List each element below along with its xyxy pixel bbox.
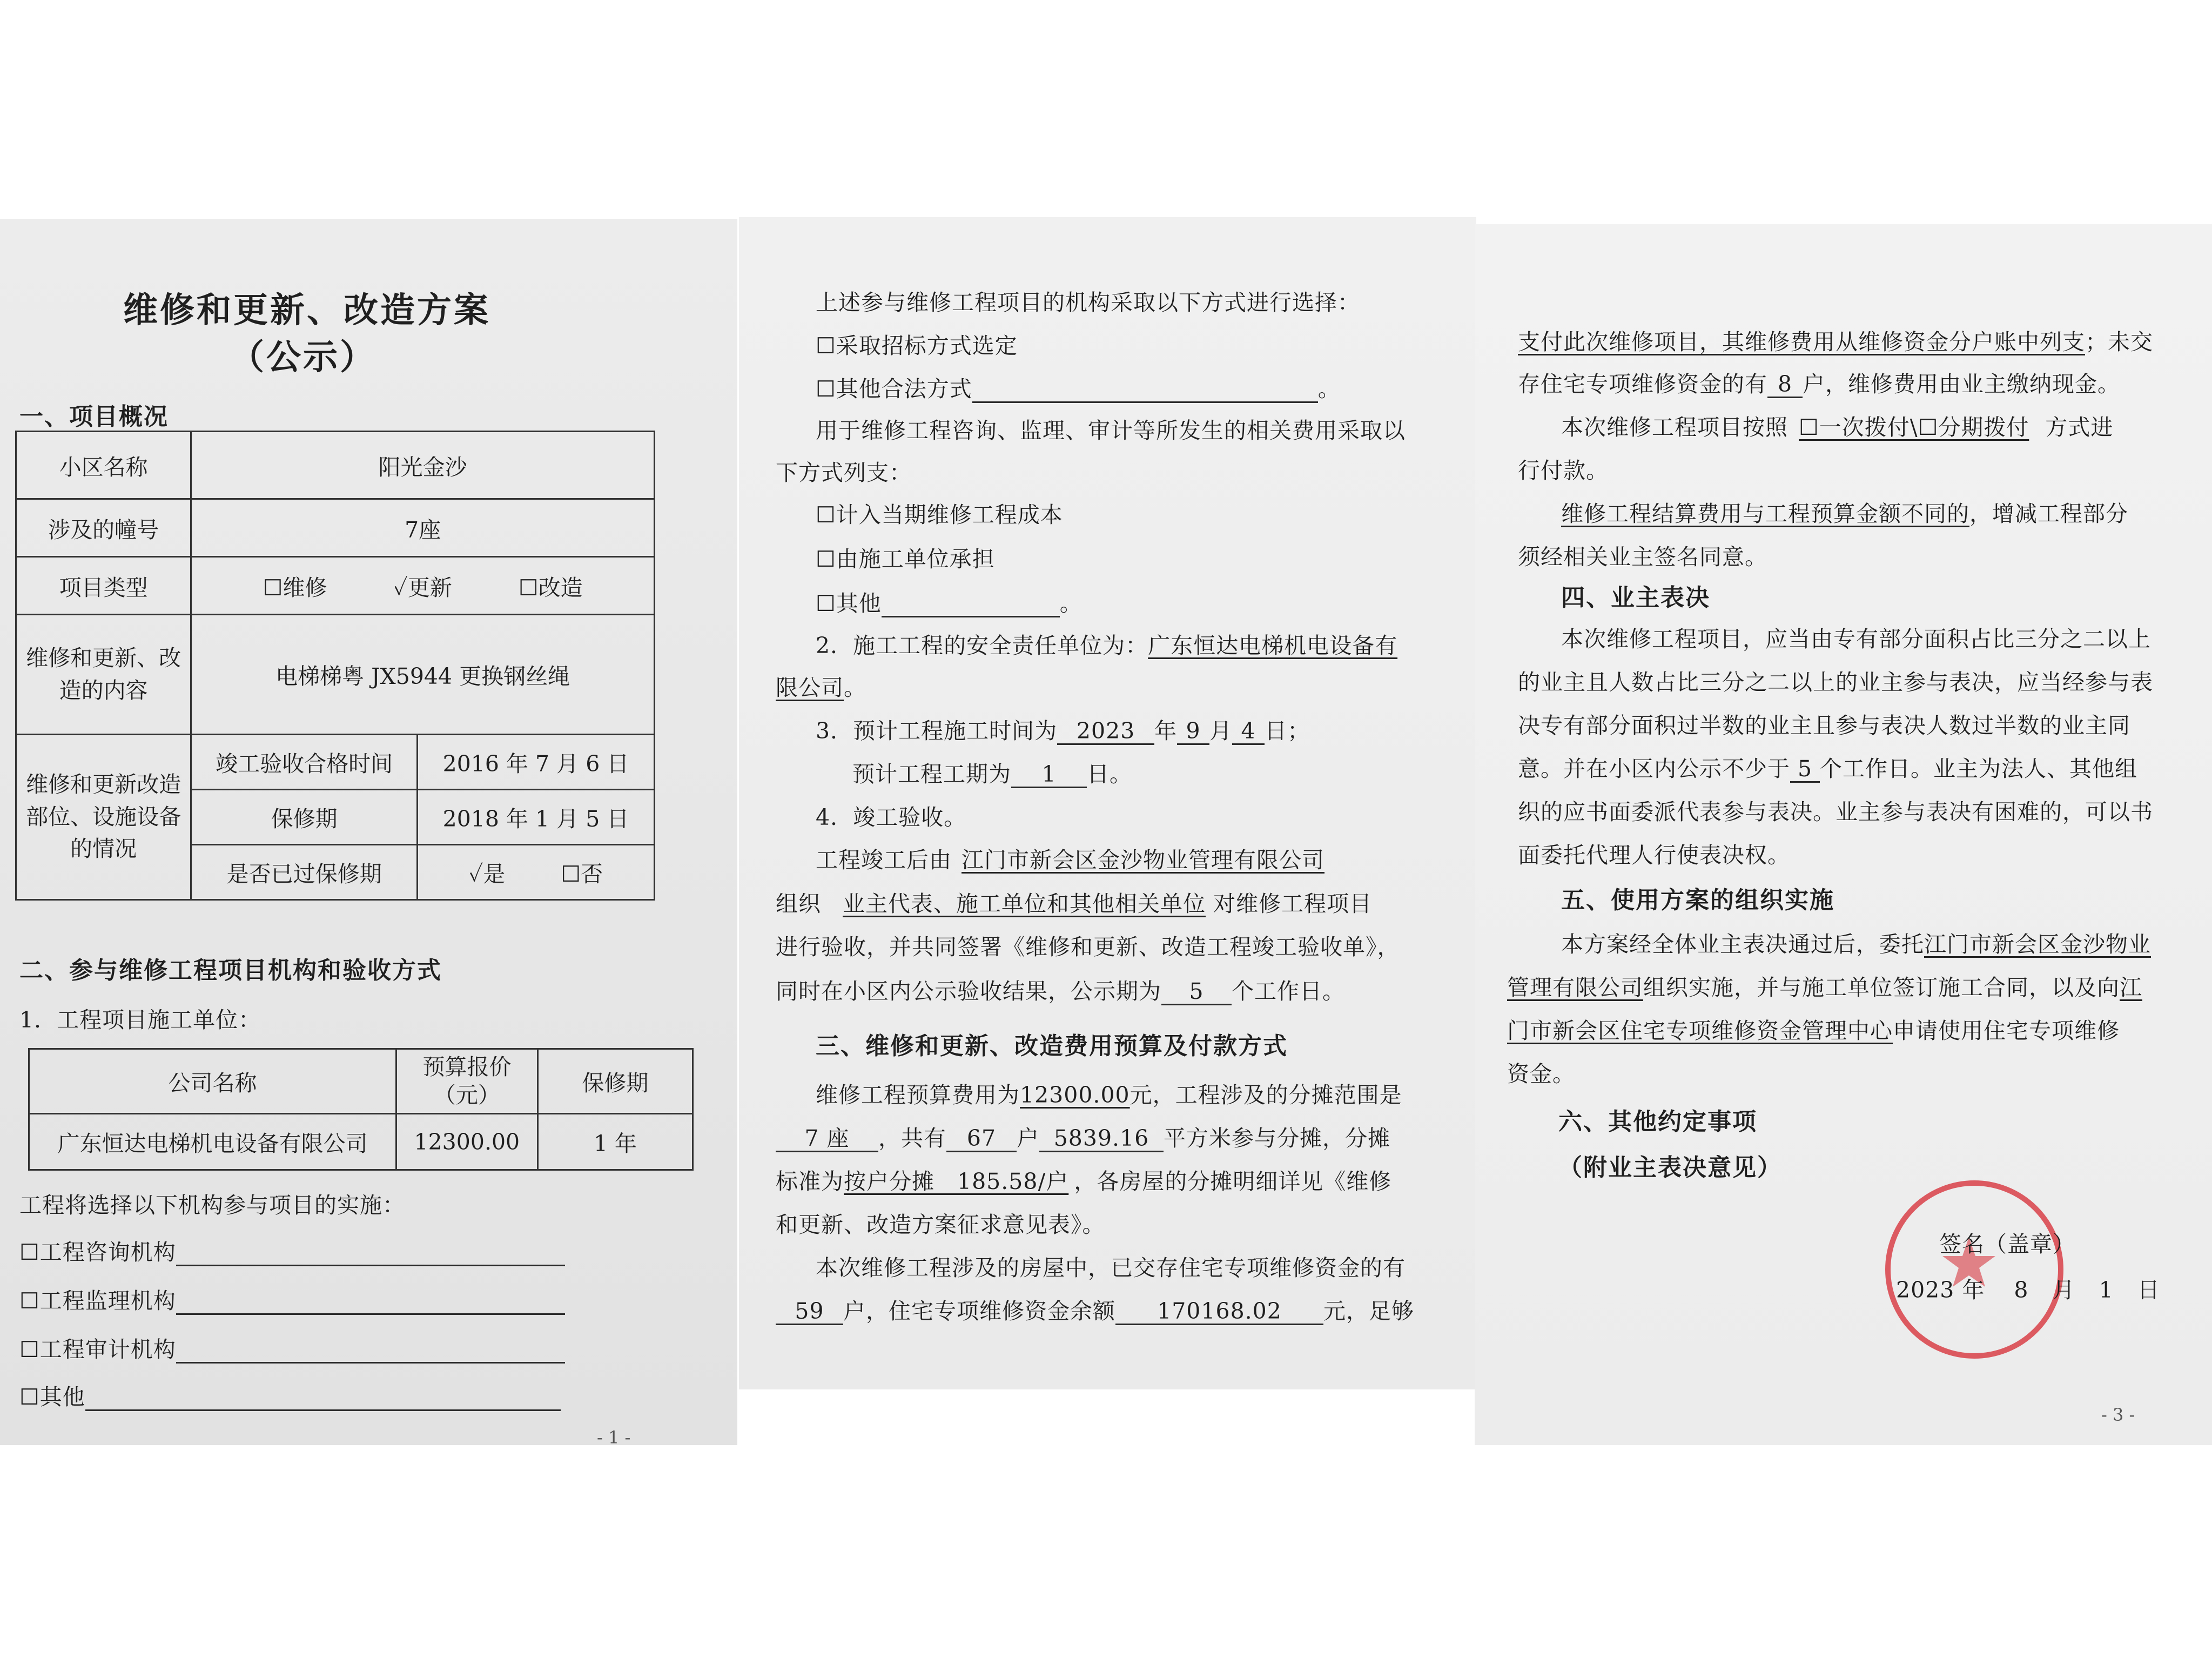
cell-label: 保修期 (191, 790, 418, 845)
organizer-value: 江门市新会区金沙物业管理有限公司 (962, 847, 1324, 873)
label: 2．施工工程的安全责任单位为： (816, 633, 1148, 659)
section-heading-2: 二、参与维修工程项目机构和验收方式 (19, 957, 442, 984)
budget-price: 12300.00 (396, 1114, 537, 1170)
cell-label: 竣工验收合格时间 (191, 735, 418, 790)
option-label: ☐其他 (19, 1384, 85, 1410)
unpaid-line (1518, 366, 2120, 398)
announce-days: 5 (1161, 979, 1232, 1005)
safety-unit-line-cont (776, 670, 866, 702)
option-label: ☐其他 (816, 590, 882, 616)
unit: 月 (2052, 1277, 2075, 1303)
option-cost: ☐计入当期维修工程成本 (816, 502, 1063, 528)
option-other (816, 586, 1083, 617)
cell-label: 是否已过保修期 (191, 845, 418, 900)
label: 存住宅专项维修资金的有 (1518, 371, 1767, 397)
document-page-3 (1475, 224, 2212, 1445)
text-line: 资金。 (1507, 1061, 1575, 1087)
cell-label: 维修和更新改造部位、设施设备的情况 (16, 735, 191, 900)
section-heading-3: 三、维修和更新、改造费用预算及付款方式 (816, 1032, 1288, 1060)
cell-value: 2018 年 1 月 5 日 (417, 790, 654, 845)
option-tender: ☐采取招标方式选定 (816, 333, 1018, 359)
payment-method-line (1561, 409, 2113, 441)
implementation-line-2 (1507, 970, 2142, 1002)
text-line: 本次维修工程涉及的房屋中，已交存住宅专项维修资金的有 (816, 1255, 1406, 1281)
checkbox-no: ☐否 (561, 861, 603, 887)
text-line: 上述参与维修工程项目的机构采取以下方式进行选择： (816, 290, 1360, 315)
text: 户，住宅专项维修资金余额 (843, 1298, 1115, 1324)
option-consult (19, 1234, 565, 1266)
attachment-note: （附业主表决意见） (1558, 1154, 1782, 1181)
text: ，增减工程部分 (1969, 501, 2128, 527)
label: 本次维修工程项目按照 (1561, 414, 1788, 440)
settlement-value: 维修工程结算费用与工程预算金额不同的 (1561, 501, 1969, 527)
text: 元，工程涉及的分摊范围是 (1129, 1082, 1402, 1108)
cell-label: 维修和更新、改造的内容 (16, 615, 191, 735)
option-label: ☐工程咨询机构 (19, 1239, 176, 1265)
document-subtitle: （公示） (230, 338, 376, 378)
document-title: 维修和更新、改造方案 (123, 291, 490, 331)
schedule-line (816, 713, 1310, 745)
unit: 户 (1017, 1125, 1039, 1151)
option-label: ☐其他合法方式 (816, 376, 972, 402)
text-line: 织的应书面委派代表参与表决。业主参与表决有困难的，可以书 (1518, 799, 2153, 825)
section-heading-4: 四、业主表决 (1561, 584, 1710, 612)
area-value: 5839.16 (1039, 1126, 1164, 1152)
text: ，各房屋的分摊明细详见《维修 (1074, 1168, 1392, 1194)
text: 组织实施，并与施工单位签订施工合同，以及向 (1643, 975, 2120, 1000)
text: 申请使用住宅专项维修 (1893, 1018, 2120, 1044)
acceptance-line-2 (776, 886, 1372, 918)
participants-value: 业主代表、施工单位和其他相关单位 (843, 891, 1206, 917)
payment-source: 支付此次维修项目，其维修费用从维修资金分户账中列支 (1518, 329, 2085, 355)
checkbox-repair: ☐维修 (263, 574, 327, 601)
option-audit (19, 1332, 565, 1364)
month-value: 9 (1177, 719, 1209, 745)
document-page-1 (0, 219, 737, 1448)
settlement-line (1561, 496, 2128, 528)
label: 同时在小区内公示验收结果，公示期为 (776, 978, 1161, 1004)
implementation-line (1561, 926, 2151, 958)
checkbox-renovate: ☐改造 (518, 574, 583, 601)
fund-center: 门市新会区住宅专项维修资金管理中心 (1507, 1018, 1893, 1044)
text-line: 面委托代理人行使表决权。 (1518, 842, 1790, 868)
unit: 日 (2137, 1277, 2160, 1303)
text-line: 用于维修工程咨询、监理、审计等所发生的相关费用采取以 (816, 418, 1406, 444)
text: 个工作日。业主为法人、其他组 (1820, 756, 2137, 782)
budget-line (816, 1077, 1402, 1109)
text-line: 的业主且人数占比三分之二以上的业主参与表决，应当经参与表 (1518, 669, 2153, 695)
date-month: 8 (2014, 1277, 2029, 1303)
select-instruction: 工程将选择以下机构参与项目的实施： (19, 1192, 405, 1218)
checkbox-yes-checked: ✓是 (468, 861, 506, 887)
announce-line (776, 973, 1345, 1005)
safety-unit-value: 广东恒达电梯机电设备有 (1148, 633, 1398, 659)
unit: 日。 (1087, 761, 1132, 787)
warranty-period: 1 年 (537, 1114, 692, 1170)
budget-value: 12300.00 (1020, 1082, 1130, 1108)
entrusted-company: 江门市新会区金沙物业 (1924, 931, 2151, 957)
company-seal (1885, 1180, 2063, 1359)
option-label: ☐工程监理机构 (19, 1288, 176, 1314)
text: 平方米参与分摊，分摊 (1164, 1125, 1390, 1151)
signature-date (1896, 1272, 2160, 1304)
page-number: - 3 - (2101, 1405, 2135, 1425)
allocation-line (776, 1120, 1390, 1152)
text-line: 行付款。 (1518, 458, 1609, 483)
paid-households: 59 (776, 1299, 843, 1325)
announce-days: 5 (1790, 757, 1820, 783)
unit: 日； (1265, 718, 1310, 744)
text: 对维修工程项目 (1213, 891, 1372, 917)
payment-method-value: ☐一次拨付\☐分期拨付 (1799, 414, 2029, 440)
safety-unit-value: 限公司 (776, 675, 844, 701)
households-value: 67 (946, 1126, 1017, 1152)
text-line: 4．竣工验收。 (816, 804, 967, 830)
unit: 月 (1209, 718, 1233, 744)
project-overview-table (15, 431, 655, 901)
text-line: 本次维修工程项目，应当由专有部分面积占比三分之二以上 (1561, 626, 2151, 652)
cell-value: 2016 年 7 月 6 日 (417, 735, 654, 790)
duration-value: 1 (1011, 762, 1087, 788)
cell-value: 7座 (191, 499, 655, 557)
document-page-2 (739, 217, 1476, 1389)
page-number: - 1 - (597, 1427, 631, 1448)
payment-line (1518, 324, 2153, 356)
text-line: 进行验收，并共同签署《维修和更新、改造工程竣工验收单》， (776, 934, 1400, 960)
cell-value: 电梯梯粤 JX5944 更换钢丝绳 (191, 615, 655, 735)
unit: 年 (1154, 718, 1178, 744)
option-label: ☐工程审计机构 (19, 1336, 176, 1362)
standard-line (776, 1164, 1391, 1195)
text-line: 决专有部分面积过半数的业主且参与表决人数过半数的业主同 (1518, 713, 2130, 738)
option-supervise (19, 1283, 565, 1315)
text: 户，维修费用由业主缴纳现金。 (1803, 371, 2120, 397)
label: 标准为 (776, 1168, 844, 1194)
cell-label: 项目类型 (16, 557, 191, 615)
section-heading-6: 六、其他约定事项 (1558, 1108, 1757, 1136)
day-value: 4 (1232, 719, 1265, 745)
warranty-options (417, 845, 654, 900)
label: 本方案经全体业主表决通过后，委托 (1561, 931, 1924, 957)
col-header: 公司名称 (29, 1049, 396, 1114)
text-line: 和更新、改造方案征求意见表》。 (776, 1212, 1105, 1238)
announce-line (1518, 751, 2137, 783)
label: 意。并在小区内公示不少于 (1518, 756, 1790, 782)
col-header: 预算报价（元） (396, 1049, 537, 1114)
text: ，共有 (878, 1125, 946, 1151)
label: 组织 (776, 891, 821, 917)
unpaid-households: 8 (1767, 372, 1803, 398)
item-1: 1．工程项目施工单位： (19, 1007, 261, 1033)
option-other-legal (816, 371, 1341, 403)
option-contractor: ☐由施工单位承担 (816, 546, 995, 572)
fund-line (776, 1293, 1414, 1325)
punct: 。 (1059, 590, 1083, 616)
acceptance-line (816, 842, 1324, 874)
cell-value: 阳光金沙 (191, 432, 655, 499)
date-day: 1 (2099, 1277, 2114, 1303)
section-heading-5: 五、使用方案的组织实施 (1561, 886, 1834, 914)
entrusted-company: 管理有限公司 (1507, 975, 1643, 1000)
unit: 个工作日。 (1232, 978, 1345, 1004)
text-line: 须经相关业主签名同意。 (1518, 544, 1767, 570)
punct: 。 (844, 675, 866, 701)
text: 方式进 (2045, 414, 2114, 440)
text-line: 下方式列支： (776, 460, 912, 486)
section-heading-1: 一、项目概况 (19, 403, 169, 431)
building-value: 7 座 (776, 1126, 878, 1152)
safety-unit-line (816, 628, 1397, 660)
duration-line (852, 756, 1132, 788)
option-other (19, 1379, 561, 1411)
implementation-line-3 (1507, 1013, 2120, 1045)
signature-label: 签名（盖章） (1939, 1231, 2075, 1257)
fund-center: 江 (2120, 975, 2142, 1000)
col-header: 保修期 (537, 1049, 692, 1114)
label: 工程竣工后由 (816, 847, 952, 873)
cell-label: 涉及的幢号 (16, 499, 191, 557)
checkbox-update-checked: ✓更新 (393, 574, 452, 601)
project-type-options (191, 557, 655, 615)
contractor-table (28, 1048, 694, 1171)
label: 3．预计工程施工时间为 (816, 718, 1058, 744)
cell-label: 小区名称 (16, 432, 191, 499)
company-name: 广东恒达电梯机电设备有限公司 (29, 1114, 396, 1170)
fund-balance: 170168.02 (1115, 1299, 1323, 1325)
text: ；未交 (2085, 329, 2153, 355)
label: 维修工程预算费用为 (816, 1082, 1020, 1108)
text: 元，足够 (1323, 1298, 1414, 1324)
date-year: 2023 年 (1896, 1277, 1985, 1303)
standard-value: 按户分摊 185.58/户 (844, 1168, 1069, 1194)
year-value: 2023 (1057, 719, 1154, 745)
seal-star-icon (1891, 1186, 2047, 1342)
label: 预计工程工期为 (852, 761, 1011, 787)
punct: 。 (1317, 376, 1341, 402)
